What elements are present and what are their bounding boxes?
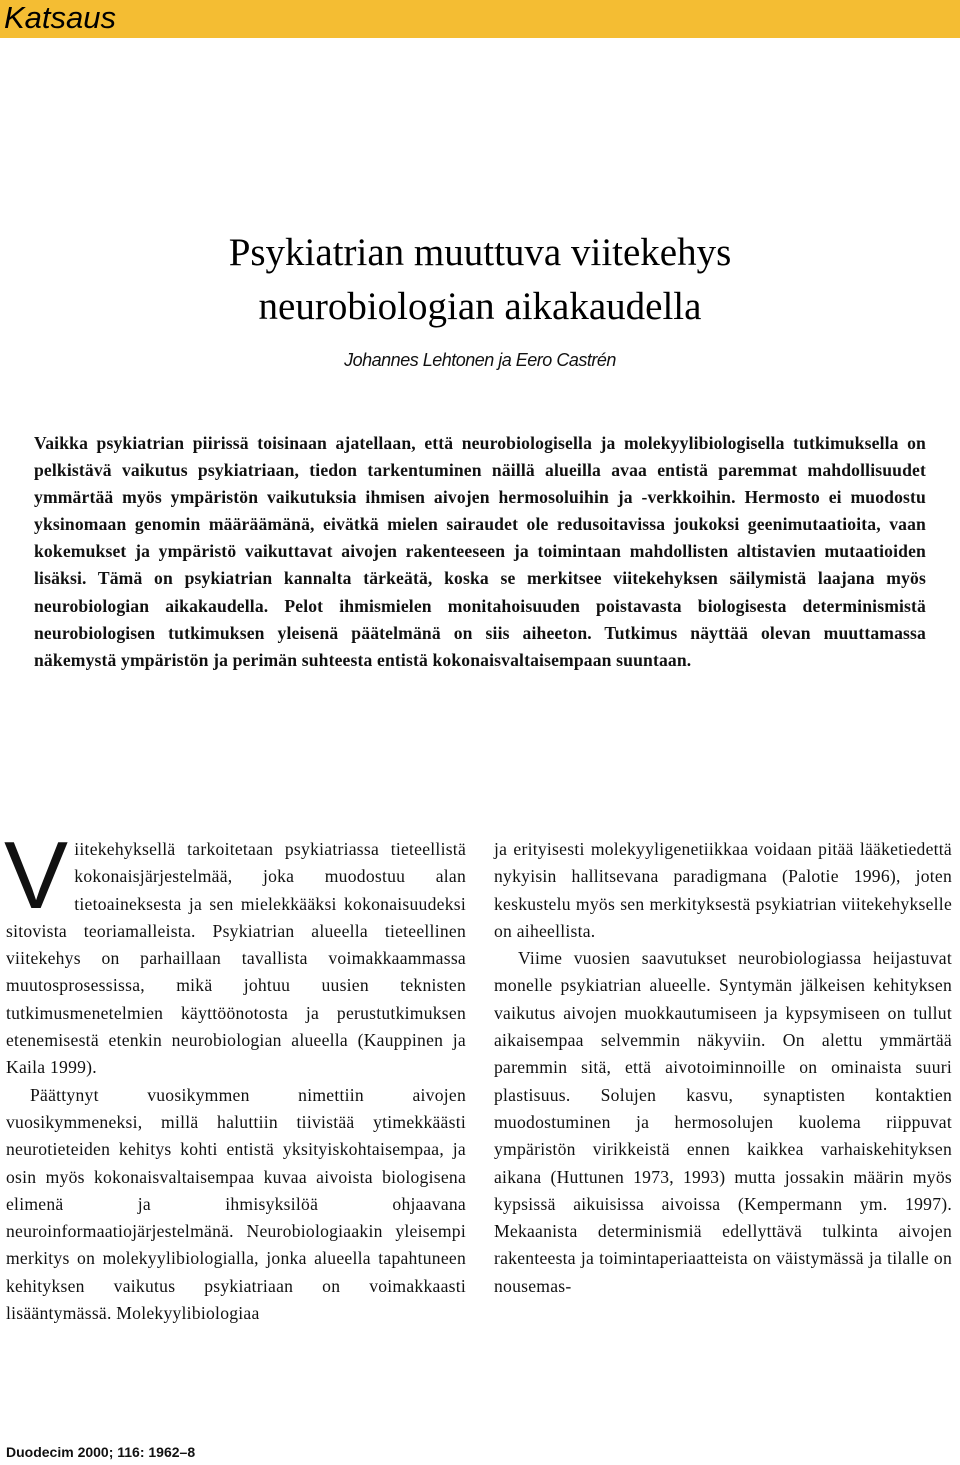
section-header-bar (0, 0, 960, 38)
journal-citation: Duodecim 2000; 116: 1962–8 (6, 1444, 196, 1460)
body-paragraph: Viime vuosien saavutukset neurobiologiassa heijastuvat monelle psykiatrian alueelle. Syntymän jälkeisen kehityksen vaikutus aivojen muokkautumiseen ja kypsymiseen on tullut aikaisempaa selvemmin näkyviin. On alettu ymmärtää paremmin sitä, että aivotoiminnoille on ominaista suuri plastisuus. Solujen kasvu, synaptisten kontaktien muodostuminen ja hermosolujen kuolema riippuvat ympäristön virikkeistä ennen kaikkea varhaiskehityksen aikana (Huttunen 1973, 1993) mutta jossakin määrin myös kypsissä aikuisissa aivoissa (Kempermann ym. 1997). Mekaanista determinismiä edellyttävä tulkinta aivojen rakenteesta ja toimintaperiaatteista on väistymässä ja tilalle on nousemas- (494, 948, 952, 1296)
article-abstract: Vaikka psykiatrian piirissä toisinaan ajatellaan, että neurobiologisella ja molekyylibiologisella tutkimuksella on pelkistävä vaikutus psykiatriaan, tiedon tarkentuminen näillä alueilla avaa entistä paremmat mahdollisuudet ymmärtää myös ympäristön vaikutuksia ihmisen aivojen hermosoluihin ja -verkkoihin. Hermosto ei muodostu yksinomaan genomin määräämänä, eivätkä mielen sairaudet ole redusoitavissa joukoksi geenimutaatioita, vaan kokemukset ja ympäristö vaikuttavat aivojen rakenteeseen ja toimintaan mahdollisten altistavien mutaatioiden lisäksi. Tämä on psykiatrian kannalta tärkeätä, koska se merkitsee viitekehyksen säilymistä laajana myös neurobiologian aikakaudella. Pelot ihmismielen monitahoisuuden poistavasta biologisesta determinismistä neurobiologisen tutkimuksen yleisenä päätelmänä on siis aiheeton. Tutkimus näyttää olevan muuttamassa näkemystä ympäristön ja perimän suhteesta entistä kokonaisvaltaisempaan suuntaan. (34, 433, 926, 670)
drop-cap: V (4, 822, 69, 929)
section-label: Katsaus (4, 0, 117, 35)
article-authors: Johannes Lehtonen ja Eero Castrén (344, 350, 616, 370)
title-line-2: neurobiologian aikakaudella (258, 285, 702, 328)
body-paragraph (4, 822, 466, 1082)
body-column-left (4, 822, 466, 1327)
body-paragraph: ja erityisesti molekyyligenetiikkaa voidaan pitää lääketiedettä nykyisin hallitsevana paradigmana (Palotie 1996), joten keskustelu myös sen merkityksestä psykiatrian viitekehykselle on aiheellista. (494, 839, 952, 941)
article-title (0, 226, 960, 334)
body-column-right (494, 836, 952, 1300)
body-paragraph: Päättynyt vuosikymmen nimettiin aivojen vuosikymmeneksi, millä haluttiin tiivistää ytimekkäästi neurotieteiden kehitys kohti entistä yksityiskohtaisempaa, ja osin myös kokonaisvaltaisempaa kuvaa aivoista biologisena elimenä ja ihmisyksilöä ohjaavana neuroinformaatiojärjestelmänä. Neurobiologiaakin yleisempi merkitys on molekyylibiologialla, jonka alueella tapahtuneen kehityksen vaikutus psykiatriaan on voimakkaasti lisääntymässä. Molekyylibiologiaa (6, 1084, 466, 1324)
body-paragraph-text: iitekehyksellä tarkoitetaan psykiatriassa tieteellistä kokonaisjärjestelmää, joka muodostuu alan tietoaineksesta ja sen mielekkääksi kokonaisuudeksi sitovista teoriamalleista. Psykiatrian alueella tieteellinen viitekehys on parhaillaan tavallista voimakkaammassa muutosprosessissa, mikä johtuu uusien teknisten tutkimusmenetelmien käyttöönotosta ja perustutkimuksen etenemisestä etenkin neurobiologian alueella (Kauppinen ja Kaila 1999). (6, 839, 466, 1078)
title-line-1: Psykiatrian muuttuva viitekehys (228, 231, 732, 274)
